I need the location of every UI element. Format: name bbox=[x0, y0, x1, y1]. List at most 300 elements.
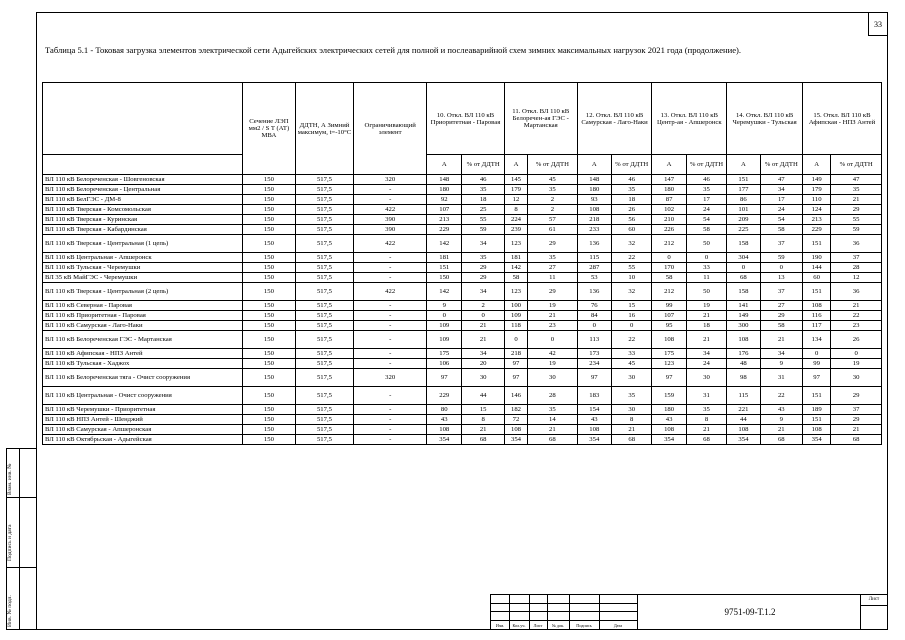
cell-current-a: 110 bbox=[803, 195, 831, 205]
cell-percent: 24 bbox=[686, 205, 726, 215]
cell-ddtn: 517,5 bbox=[295, 369, 354, 387]
cell-current-a: 98 bbox=[727, 369, 760, 387]
cell-percent: 23 bbox=[528, 321, 578, 331]
cell-section: 150 bbox=[243, 301, 296, 311]
table-caption: Таблица 5.1 - Токовая загрузка элементов электрической сети Адыгейских электрических сетей для полной и послеаварийной схем зимних максимальных нагрузок 2021 года (продолжение). bbox=[45, 45, 742, 55]
cell-current-a: 0 bbox=[504, 331, 527, 349]
cell-current-a: 108 bbox=[504, 425, 527, 435]
cell-ddtn: 517,5 bbox=[295, 415, 354, 425]
revision-grid bbox=[491, 595, 637, 629]
cell-percent: 29 bbox=[831, 415, 882, 425]
cell-percent: 13 bbox=[760, 273, 802, 283]
page-frame bbox=[36, 12, 888, 630]
cell-percent: 15 bbox=[611, 301, 651, 311]
tb-label-doc: № док. bbox=[551, 623, 565, 628]
cell-current-a: 106 bbox=[427, 359, 462, 369]
cell-current-a: 107 bbox=[652, 311, 686, 321]
cell-current-a: 97 bbox=[577, 369, 611, 387]
cell-current-a: 44 bbox=[727, 415, 760, 425]
table-row bbox=[43, 435, 882, 445]
cell-line-name: ВЛ 110 кВ Северная - Паровая bbox=[43, 301, 243, 311]
cell-percent: 21 bbox=[831, 195, 882, 205]
subheader-a: А bbox=[504, 155, 527, 175]
cell-current-a: 108 bbox=[803, 301, 831, 311]
cell-percent: 0 bbox=[831, 349, 882, 359]
cell-line-name: ВЛ 110 кВ Тверская - Центральная (1 цепь) bbox=[43, 235, 243, 253]
cell-section: 150 bbox=[243, 311, 296, 321]
tb-label-list: Лист bbox=[533, 623, 543, 628]
cell-percent: 46 bbox=[462, 175, 504, 185]
cell-percent: 35 bbox=[686, 405, 726, 415]
cell-percent: 28 bbox=[831, 263, 882, 273]
cell-limit: - bbox=[354, 405, 427, 415]
cell-current-a: 154 bbox=[577, 405, 611, 415]
subheader-a: А bbox=[803, 155, 831, 175]
cell-current-a: 175 bbox=[652, 349, 686, 359]
cell-current-a: 0 bbox=[803, 349, 831, 359]
cell-percent: 35 bbox=[528, 253, 578, 263]
cell-current-a: 0 bbox=[727, 263, 760, 273]
cell-limit: - bbox=[354, 387, 427, 405]
cell-percent: 22 bbox=[831, 311, 882, 321]
cell-current-a: 144 bbox=[803, 263, 831, 273]
cell-ddtn: 517,5 bbox=[295, 225, 354, 235]
cell-line-name: ВЛ 110 кВ Тульская - Черемушки bbox=[43, 263, 243, 273]
cell-current-a: 92 bbox=[427, 195, 462, 205]
header-section: Сечение ЛЭП мм2 / S T (AT) МВА bbox=[243, 83, 296, 175]
cell-section: 150 bbox=[243, 253, 296, 263]
subheader-pct: % от ДДТН bbox=[462, 155, 504, 175]
cell-percent: 18 bbox=[686, 321, 726, 331]
cell-current-a: 149 bbox=[803, 175, 831, 185]
tb-label-sign: Подпись bbox=[576, 623, 592, 628]
cell-percent: 2 bbox=[528, 195, 578, 205]
cell-percent: 29 bbox=[528, 283, 578, 301]
table-row bbox=[43, 235, 882, 253]
cell-current-a: 179 bbox=[803, 185, 831, 195]
cell-current-a: 354 bbox=[577, 435, 611, 445]
cell-percent: 44 bbox=[462, 387, 504, 405]
cell-percent: 22 bbox=[611, 331, 651, 349]
cell-section: 150 bbox=[243, 195, 296, 205]
cell-percent: 57 bbox=[528, 215, 578, 225]
cell-current-a: 43 bbox=[427, 415, 462, 425]
cell-percent: 33 bbox=[686, 263, 726, 273]
cell-percent: 0 bbox=[462, 311, 504, 321]
cell-line-name: ВЛ 110 кВ Центральная - Апшеронск bbox=[43, 253, 243, 263]
cell-percent: 21 bbox=[462, 331, 504, 349]
cell-limit: 390 bbox=[354, 215, 427, 225]
cell-percent: 21 bbox=[462, 425, 504, 435]
sheet-box bbox=[860, 595, 887, 629]
cell-current-a: 287 bbox=[577, 263, 611, 273]
cell-current-a: 0 bbox=[577, 321, 611, 331]
cell-limit: - bbox=[354, 195, 427, 205]
cell-percent: 35 bbox=[462, 185, 504, 195]
cell-percent: 54 bbox=[686, 215, 726, 225]
cell-current-a: 117 bbox=[803, 321, 831, 331]
subheader-a: А bbox=[427, 155, 462, 175]
cell-percent: 20 bbox=[462, 359, 504, 369]
table-row bbox=[43, 175, 882, 185]
cell-percent: 29 bbox=[528, 235, 578, 253]
cell-percent: 19 bbox=[528, 359, 578, 369]
cell-current-a: 99 bbox=[803, 359, 831, 369]
cell-percent: 21 bbox=[831, 425, 882, 435]
table-row bbox=[43, 301, 882, 311]
cell-percent: 36 bbox=[831, 283, 882, 301]
subheader-pct: % от ДДТН bbox=[831, 155, 882, 175]
cell-section: 150 bbox=[243, 405, 296, 415]
cell-current-a: 97 bbox=[803, 369, 831, 387]
table-row bbox=[43, 415, 882, 425]
cell-percent: 11 bbox=[686, 273, 726, 283]
cell-line-name: ВЛ 110 кВ БелГЭС - ДМ-8 bbox=[43, 195, 243, 205]
sign-date-label: Подпись и дата bbox=[7, 524, 13, 561]
cell-current-a: 136 bbox=[577, 235, 611, 253]
cell-current-a: 142 bbox=[427, 235, 462, 253]
cell-percent: 68 bbox=[611, 435, 651, 445]
cell-percent: 9 bbox=[760, 415, 802, 425]
inv-orig-label: Инв. № подл. bbox=[7, 595, 13, 627]
cell-current-a: 177 bbox=[727, 185, 760, 195]
cell-percent: 59 bbox=[462, 225, 504, 235]
cell-percent: 46 bbox=[611, 175, 651, 185]
cell-current-a: 151 bbox=[427, 263, 462, 273]
cell-current-a: 142 bbox=[427, 283, 462, 301]
subheader-a: А bbox=[727, 155, 760, 175]
cell-ddtn: 517,5 bbox=[295, 349, 354, 359]
cell-line-name: ВЛ 110 кВ Приоритетная - Паровая bbox=[43, 311, 243, 321]
cell-percent: 30 bbox=[686, 369, 726, 387]
cell-current-a: 181 bbox=[427, 253, 462, 263]
cell-section: 150 bbox=[243, 321, 296, 331]
current-load-table bbox=[42, 82, 882, 445]
cell-percent: 55 bbox=[611, 263, 651, 273]
cell-current-a: 48 bbox=[727, 359, 760, 369]
cell-current-a: 86 bbox=[727, 195, 760, 205]
cell-percent: 46 bbox=[686, 175, 726, 185]
cell-percent: 34 bbox=[462, 349, 504, 359]
cell-current-a: 123 bbox=[504, 235, 527, 253]
cell-current-a: 170 bbox=[652, 263, 686, 273]
cell-percent: 34 bbox=[462, 283, 504, 301]
cell-ddtn: 517,5 bbox=[295, 425, 354, 435]
header-name bbox=[43, 83, 243, 155]
cell-current-a: 151 bbox=[803, 283, 831, 301]
cell-ddtn: 517,5 bbox=[295, 215, 354, 225]
cell-percent: 45 bbox=[528, 175, 578, 185]
cell-limit: 320 bbox=[354, 175, 427, 185]
cell-line-name: ВЛ 110 кВ Афипская - НПЗ Антей bbox=[43, 349, 243, 359]
title-block bbox=[490, 594, 887, 629]
cell-percent: 35 bbox=[611, 387, 651, 405]
cell-percent: 30 bbox=[611, 369, 651, 387]
cell-percent: 19 bbox=[686, 301, 726, 311]
cell-percent: 31 bbox=[760, 369, 802, 387]
cell-percent: 21 bbox=[760, 331, 802, 349]
page-number: 33 bbox=[868, 13, 887, 36]
cell-percent: 68 bbox=[831, 435, 882, 445]
cell-percent: 68 bbox=[686, 435, 726, 445]
cell-percent: 21 bbox=[686, 311, 726, 321]
cell-percent: 17 bbox=[686, 195, 726, 205]
cell-current-a: 108 bbox=[652, 425, 686, 435]
cell-percent: 19 bbox=[831, 359, 882, 369]
cell-percent: 28 bbox=[528, 387, 578, 405]
cell-section: 150 bbox=[243, 359, 296, 369]
cell-current-a: 68 bbox=[727, 273, 760, 283]
cell-percent: 55 bbox=[831, 215, 882, 225]
cell-current-a: 95 bbox=[652, 321, 686, 331]
cell-percent: 12 bbox=[831, 273, 882, 283]
table-row bbox=[43, 321, 882, 331]
cell-current-a: 142 bbox=[504, 263, 527, 273]
cell-percent: 21 bbox=[528, 311, 578, 321]
cell-percent: 25 bbox=[462, 205, 504, 215]
cell-percent: 9 bbox=[760, 359, 802, 369]
cell-percent: 43 bbox=[760, 405, 802, 415]
cell-current-a: 173 bbox=[577, 349, 611, 359]
cell-current-a: 304 bbox=[727, 253, 760, 263]
cell-current-a: 123 bbox=[504, 283, 527, 301]
header-name-sub bbox=[43, 155, 243, 175]
cell-line-name: ВЛ 110 кВ Тверская - Комсомольская bbox=[43, 205, 243, 215]
cell-percent: 35 bbox=[686, 185, 726, 195]
cell-current-a: 108 bbox=[803, 425, 831, 435]
cell-ddtn: 517,5 bbox=[295, 263, 354, 273]
header-scenario-13: 13. Откл. ВЛ 110 кВ Центр-ая - Апшеронск bbox=[652, 83, 727, 155]
cell-percent: 27 bbox=[760, 301, 802, 311]
cell-ddtn: 517,5 bbox=[295, 283, 354, 301]
subheader-pct: % от ДДТН bbox=[611, 155, 651, 175]
cell-current-a: 300 bbox=[727, 321, 760, 331]
cell-current-a: 180 bbox=[652, 405, 686, 415]
cell-percent: 10 bbox=[611, 273, 651, 283]
cell-percent: 21 bbox=[686, 425, 726, 435]
cell-percent: 21 bbox=[831, 301, 882, 311]
cell-percent: 50 bbox=[686, 283, 726, 301]
cell-percent: 29 bbox=[831, 205, 882, 215]
cell-percent: 54 bbox=[760, 215, 802, 225]
cell-limit: 422 bbox=[354, 205, 427, 215]
cell-percent: 19 bbox=[528, 301, 578, 311]
cell-percent: 8 bbox=[686, 415, 726, 425]
header-scenario-15: 15. Откл. ВЛ 110 кВ Афипская - НПЗ Антей bbox=[803, 83, 882, 155]
cell-percent: 29 bbox=[760, 311, 802, 321]
cell-current-a: 147 bbox=[652, 175, 686, 185]
cell-percent: 58 bbox=[760, 225, 802, 235]
cell-percent: 22 bbox=[760, 387, 802, 405]
cell-section: 150 bbox=[243, 185, 296, 195]
cell-current-a: 124 bbox=[803, 205, 831, 215]
cell-current-a: 181 bbox=[504, 253, 527, 263]
table-row bbox=[43, 387, 882, 405]
cell-line-name: ВЛ 110 кВ Самурская - Лаго-Наки bbox=[43, 321, 243, 331]
cell-line-name: ВЛ 110 кВ Белореченская тяга - Очист сооружения bbox=[43, 369, 243, 387]
cell-current-a: 12 bbox=[504, 195, 527, 205]
table-row bbox=[43, 359, 882, 369]
cell-current-a: 123 bbox=[652, 359, 686, 369]
cell-percent: 47 bbox=[760, 175, 802, 185]
cell-ddtn: 517,5 bbox=[295, 195, 354, 205]
cell-line-name: ВЛ 110 кВ Белореченская ГЭС - Мартанская bbox=[43, 331, 243, 349]
cell-current-a: 234 bbox=[577, 359, 611, 369]
cell-current-a: 97 bbox=[504, 359, 527, 369]
table-row bbox=[43, 283, 882, 301]
cell-percent: 58 bbox=[760, 321, 802, 331]
cell-limit: - bbox=[354, 435, 427, 445]
table-row bbox=[43, 185, 882, 195]
table-row bbox=[43, 195, 882, 205]
header-limit: Ограничивающий элемент bbox=[354, 83, 427, 175]
cell-line-name: ВЛ 110 кВ Самурская - Апшеронская bbox=[43, 425, 243, 435]
cell-current-a: 149 bbox=[727, 311, 760, 321]
cell-current-a: 180 bbox=[427, 185, 462, 195]
cell-current-a: 97 bbox=[504, 369, 527, 387]
cell-limit: - bbox=[354, 321, 427, 331]
cell-percent: 61 bbox=[528, 225, 578, 235]
cell-section: 150 bbox=[243, 415, 296, 425]
cell-percent: 17 bbox=[760, 195, 802, 205]
cell-section: 150 bbox=[243, 349, 296, 359]
table-row bbox=[43, 405, 882, 415]
tb-label-date: Дата bbox=[613, 623, 623, 628]
cell-current-a: 0 bbox=[652, 253, 686, 263]
cell-ddtn: 517,5 bbox=[295, 175, 354, 185]
cell-current-a: 158 bbox=[727, 283, 760, 301]
cell-line-name: ВЛ 110 кВ Белореченская - Центральная bbox=[43, 185, 243, 195]
cell-current-a: 180 bbox=[577, 185, 611, 195]
cell-percent: 8 bbox=[611, 415, 651, 425]
cell-percent: 29 bbox=[462, 273, 504, 283]
cell-current-a: 183 bbox=[577, 387, 611, 405]
cell-percent: 23 bbox=[831, 321, 882, 331]
cell-percent: 21 bbox=[760, 425, 802, 435]
cell-current-a: 80 bbox=[427, 405, 462, 415]
cell-limit: - bbox=[354, 301, 427, 311]
cell-current-a: 134 bbox=[803, 331, 831, 349]
subheader-a: А bbox=[577, 155, 611, 175]
cell-current-a: 109 bbox=[504, 311, 527, 321]
table-row bbox=[43, 349, 882, 359]
cell-current-a: 190 bbox=[803, 253, 831, 263]
cell-percent: 24 bbox=[686, 359, 726, 369]
cell-ddtn: 517,5 bbox=[295, 405, 354, 415]
cell-ddtn: 517,5 bbox=[295, 273, 354, 283]
table-row bbox=[43, 369, 882, 387]
cell-percent: 59 bbox=[831, 225, 882, 235]
cell-limit: - bbox=[354, 359, 427, 369]
cell-percent: 35 bbox=[528, 185, 578, 195]
cell-percent: 34 bbox=[686, 349, 726, 359]
cell-current-a: 224 bbox=[504, 215, 527, 225]
cell-ddtn: 517,5 bbox=[295, 321, 354, 331]
cell-section: 150 bbox=[243, 225, 296, 235]
cell-current-a: 53 bbox=[577, 273, 611, 283]
cell-current-a: 108 bbox=[577, 425, 611, 435]
cell-ddtn: 517,5 bbox=[295, 235, 354, 253]
cell-current-a: 102 bbox=[652, 205, 686, 215]
header-scenario-10: 10. Откл. ВЛ 110 кВ Приоритетная - Паровая bbox=[427, 83, 505, 155]
cell-current-a: 210 bbox=[652, 215, 686, 225]
cell-current-a: 354 bbox=[727, 435, 760, 445]
cell-limit: - bbox=[354, 311, 427, 321]
table-row bbox=[43, 215, 882, 225]
cell-current-a: 87 bbox=[652, 195, 686, 205]
table-row bbox=[43, 263, 882, 273]
table-row bbox=[43, 425, 882, 435]
tb-label-izm: Изм. bbox=[495, 623, 505, 628]
cell-current-a: 179 bbox=[504, 185, 527, 195]
cell-section: 150 bbox=[243, 387, 296, 405]
cell-section: 150 bbox=[243, 205, 296, 215]
cell-section: 150 bbox=[243, 331, 296, 349]
cell-percent: 36 bbox=[831, 235, 882, 253]
cell-line-name: ВЛ 110 кВ Тверская - Куринская bbox=[43, 215, 243, 225]
cell-percent: 50 bbox=[686, 235, 726, 253]
cell-percent: 37 bbox=[760, 235, 802, 253]
cell-current-a: 226 bbox=[652, 225, 686, 235]
cell-current-a: 9 bbox=[427, 301, 462, 311]
cell-current-a: 109 bbox=[427, 331, 462, 349]
cell-percent: 59 bbox=[760, 253, 802, 263]
cell-percent: 18 bbox=[611, 195, 651, 205]
cell-limit: - bbox=[354, 349, 427, 359]
replace-inv-label: Взам. инв. № bbox=[7, 463, 13, 495]
cell-ddtn: 517,5 bbox=[295, 185, 354, 195]
header-scenario-11: 11. Откл. ВЛ 110 кВ Белоречен-ая ГЭС - Мартанская bbox=[504, 83, 577, 155]
cell-section: 150 bbox=[243, 175, 296, 185]
cell-current-a: 101 bbox=[727, 205, 760, 215]
cell-percent: 35 bbox=[831, 185, 882, 195]
cell-percent: 45 bbox=[611, 359, 651, 369]
cell-current-a: 225 bbox=[727, 225, 760, 235]
cell-percent: 35 bbox=[528, 405, 578, 415]
cell-current-a: 213 bbox=[803, 215, 831, 225]
cell-ddtn: 517,5 bbox=[295, 205, 354, 215]
cell-current-a: 60 bbox=[803, 273, 831, 283]
table-row bbox=[43, 273, 882, 283]
cell-section: 150 bbox=[243, 369, 296, 387]
cell-current-a: 93 bbox=[577, 195, 611, 205]
left-margin-stamp bbox=[6, 448, 36, 630]
cell-current-a: 158 bbox=[727, 235, 760, 253]
cell-current-a: 72 bbox=[504, 415, 527, 425]
cell-current-a: 118 bbox=[504, 321, 527, 331]
cell-current-a: 43 bbox=[652, 415, 686, 425]
cell-limit: 390 bbox=[354, 225, 427, 235]
cell-limit: - bbox=[354, 253, 427, 263]
document-code: 9751-09-Т.1.2 bbox=[637, 595, 862, 629]
cell-current-a: 99 bbox=[652, 301, 686, 311]
header-scenario-12: 12. Откл. ВЛ 110 кВ Самурская - Лаго-Наки bbox=[577, 83, 652, 155]
cell-current-a: 189 bbox=[803, 405, 831, 415]
cell-percent: 30 bbox=[611, 405, 651, 415]
cell-limit: 320 bbox=[354, 369, 427, 387]
cell-current-a: 97 bbox=[427, 369, 462, 387]
cell-current-a: 148 bbox=[427, 175, 462, 185]
cell-current-a: 116 bbox=[803, 311, 831, 321]
cell-current-a: 229 bbox=[803, 225, 831, 235]
table-row bbox=[43, 225, 882, 235]
cell-percent: 21 bbox=[686, 331, 726, 349]
cell-ddtn: 517,5 bbox=[295, 331, 354, 349]
cell-section: 150 bbox=[243, 215, 296, 225]
subheader-pct: % от ДДТН bbox=[686, 155, 726, 175]
cell-limit: 422 bbox=[354, 283, 427, 301]
cell-current-a: 180 bbox=[652, 185, 686, 195]
